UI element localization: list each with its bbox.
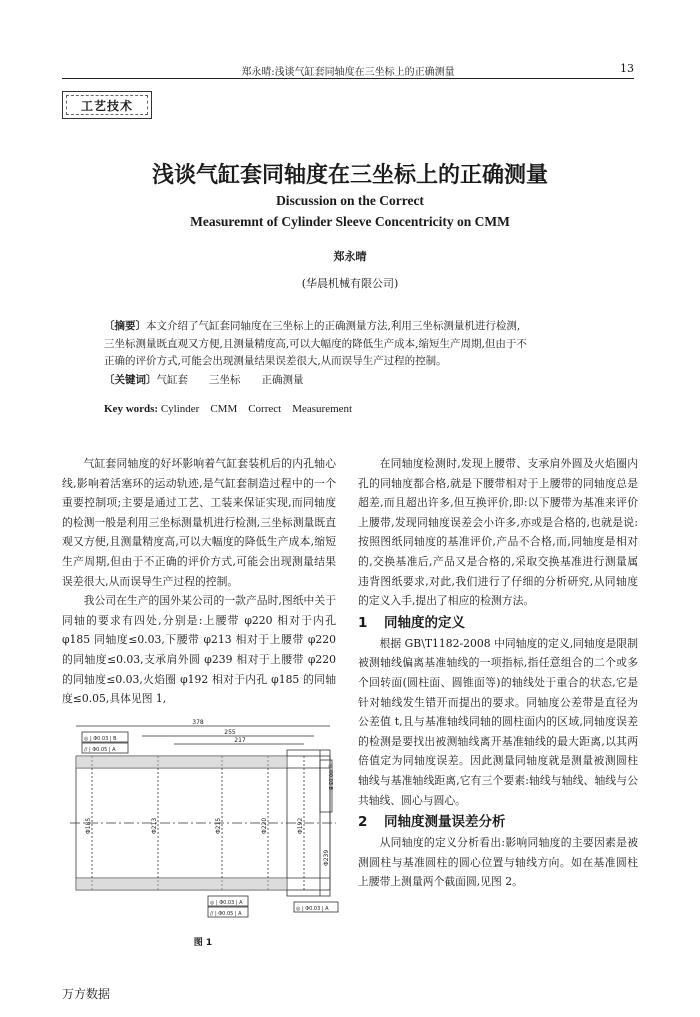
dimension-label: 217 bbox=[234, 737, 246, 744]
section-1-heading: 1 同轴度的定义 bbox=[358, 614, 465, 631]
keywords-en-label: Key words: bbox=[104, 403, 159, 415]
figure-1 bbox=[62, 716, 344, 942]
diameter-label: Φ213 bbox=[151, 817, 158, 834]
abstract-line3: 正确的评价方式,可能会出现测量结果误差很大,从而误导生产过程的控制。 bbox=[104, 355, 447, 367]
keywords bbox=[104, 372, 624, 387]
diameter-label: Φ215 bbox=[215, 817, 222, 834]
diameter-label: Φ220 bbox=[261, 817, 268, 834]
fcf-text: ◎ | Φ0.03 | A bbox=[210, 900, 243, 906]
cylinder-sleeve-drawing bbox=[62, 716, 344, 936]
running-header bbox=[62, 62, 634, 79]
figure-caption: 图 1 bbox=[193, 938, 213, 948]
paragraph: 气缸套同轴度的好坏影响着气缸套装机后的内孔轴心线,影响着活塞环的运动轨迹,是气缸套制造过程中的一个重要控制项;主要是通过工艺、工装来保证实现,而同轴度的检测一般是利用三坐标测量机进行检测,三坐标测量既直观又方便,且测量精度高,可以大幅度的降低生产成本,缩短生产周期,但由于不正确的评价方式,可能会出现测量结果误差很大,从而误导生产过程的控制。 bbox=[62, 457, 336, 588]
paragraph: 我公司在生产的国外某公司的一款产品时,图纸中关于同轴的要求有四处,分别是:上腰带 φ220 相对于内孔 φ185 同轴度≤0.03,下腰带 φ213 相对于上腰带 φ220 的同轴度≤0.03,支承肩外圆 φ239 相对于上腰带 φ220 的同轴度≤0.03,火焰圈 φ192 相对于内孔 φ185 的同轴度≤0.05,具体见图 1, bbox=[62, 594, 336, 706]
abstract bbox=[104, 318, 624, 371]
wall-hatch bbox=[76, 878, 287, 890]
keywords-text: 气缸套 三坐标 正确测量 bbox=[156, 374, 304, 386]
fcf-text: // | Φ0.05 | A bbox=[210, 911, 242, 917]
section-2-heading: 2 同轴度测量误差分析 bbox=[358, 814, 506, 831]
affiliation: (华晨机械有限公司) bbox=[301, 277, 399, 290]
author: 郑永晴 bbox=[333, 250, 367, 263]
body-left-column bbox=[62, 454, 336, 709]
diameter-label: Φ192 bbox=[297, 817, 304, 834]
body-right-column bbox=[358, 454, 638, 892]
keywords-en-text: Cylinder CMM Correct Measurement bbox=[158, 403, 353, 415]
dimension-label: 255 bbox=[224, 729, 236, 736]
abstract-label: 〔摘要〕 bbox=[104, 320, 146, 332]
running-title: 郑永晴:浅谈气缸套同轴度在三坐标上的正确测量 bbox=[241, 67, 455, 78]
footer-watermark: 万方数据 bbox=[62, 987, 111, 1001]
abstract-line1: 本文介绍了气缸套同轴度在三坐标上的正确测量方法,利用三坐标测量机进行检测, bbox=[146, 320, 521, 332]
fcf-text: ◎ | Φ0.03 | A bbox=[296, 906, 329, 912]
paragraph: 根据 GB\T1182-2008 中同轴度的定义,同轴度是限制被测轴线偏离基准轴线的一项指标,指任意组合的二个或多个回转面(圆柱面、圆锥面等)的轴线处于重合的状态,它是针对轴线发生错开而提出的要求。同轴度公差带是直径为公差值 t,且与基准轴线同轴的圆柱面内的区域,同轴度误差的检测是要找出被测轴线离开基准轴线的最大距离,以其两倍值定为同轴度误差。因此测量同轴度就是测量被测圆柱轴线与基准轴线距离,它有三个要素:轴线与轴线、轴线与公共轴线、圆心与圆心。 bbox=[358, 636, 638, 807]
keywords-label: 〔关键词〕 bbox=[104, 374, 157, 386]
wall-hatch bbox=[76, 756, 287, 768]
paragraph: 从同轴度的定义分析看出:影响同轴度的主要因素是被测圆柱与基准圆柱的圆心位置与轴线方向。如在基准圆柱上腰带上测量两个截面圆,见图 2。 bbox=[358, 836, 638, 889]
diameter-label: Φ185 bbox=[85, 817, 92, 834]
dimension-label: 378 bbox=[192, 719, 204, 726]
abstract-line2: 三坐标测量既直观又方便,且测量精度高,可以大幅度的降低生产成本,缩短生产周期,但由于不 bbox=[104, 337, 527, 350]
page-number: 13 bbox=[620, 62, 634, 75]
fcf-text: // | Φ0.05 | A bbox=[84, 747, 116, 753]
fcf-text: ◎ | Φ0.03 | B bbox=[84, 736, 117, 742]
section-label: 工艺技术 bbox=[62, 91, 152, 119]
paragraph: 在同轴度检测时,发现上腰带、支承肩外圆及火焰圈内孔的同轴度都合格,就是下腰带相对于上腰带的同轴度总是超差,而且超出许多,但互换评价,即:以下腰带为基准来评价上腰带,发现同轴度误差会小许多,亦或是合格的,也就是说:按照图纸同轴度的基准评价,产品不合格,而,同轴度是相对的,交换基准后,产品又是合格的,采取交换基准进行测量属违背图纸要求,对此,我们进行了仔细的分析研究,从同轴度的定义入手,提出了相应的检测方法。 bbox=[358, 457, 638, 608]
keywords-english bbox=[104, 400, 624, 416]
diameter-label: Φ239 bbox=[323, 849, 330, 866]
fcf-text: ◎ Φ0.03 B bbox=[327, 764, 333, 791]
title-chinese: 浅谈气缸套同轴度在三坐标上的正确测量 bbox=[151, 163, 548, 188]
title-english-line1: Discussion on the Correct bbox=[276, 193, 424, 208]
title-english-line2: Measuremnt of Cylinder Sleeve Concentricity on CMM bbox=[190, 214, 510, 229]
